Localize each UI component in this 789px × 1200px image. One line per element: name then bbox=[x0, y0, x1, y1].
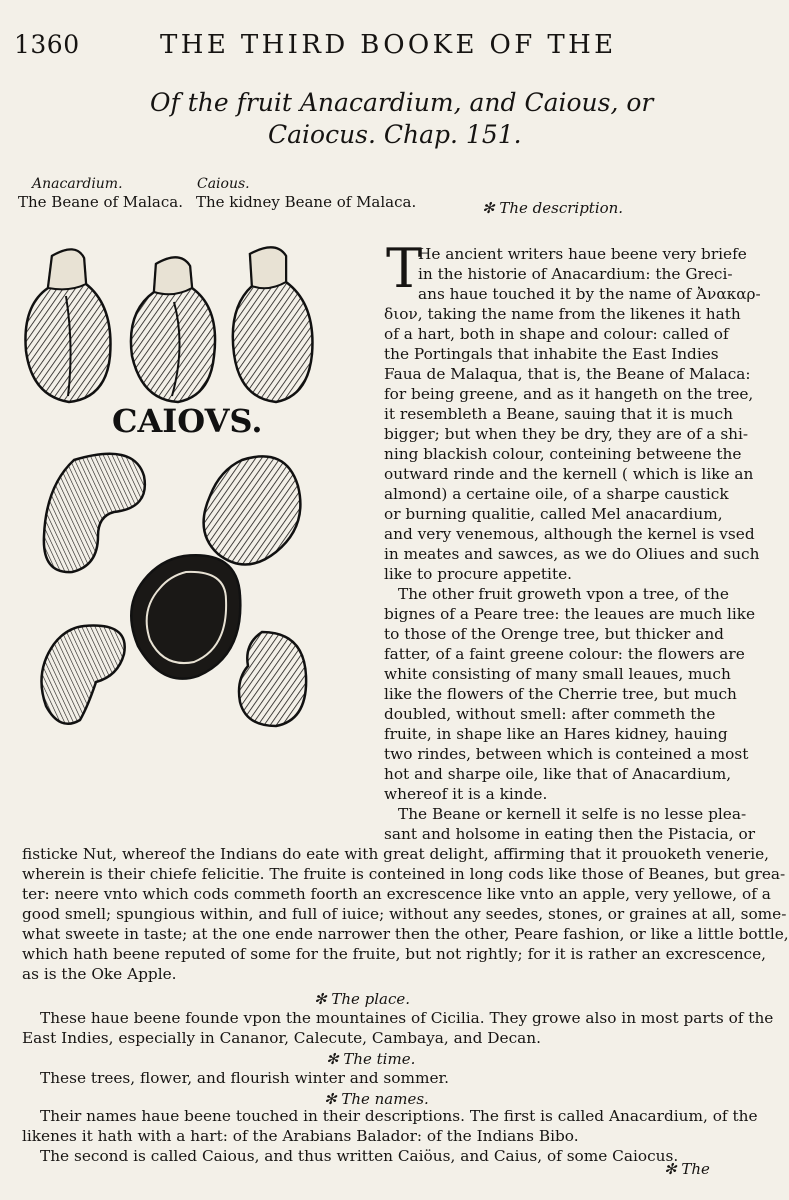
time-heading: ✻ The time. bbox=[326, 1050, 416, 1068]
text-line: almond) a certaine oile, of a sharpe caustick bbox=[384, 485, 729, 503]
caption-left-name: The Beane of Malaca. bbox=[18, 193, 183, 211]
text-line: two rindes, between which is conteined a most bbox=[384, 745, 749, 763]
text-line: These trees, flower, and flourish winter and sommer. bbox=[40, 1069, 450, 1087]
anacardium-nut-1 bbox=[25, 249, 110, 402]
text-line: He ancient writers haue beene very briefe bbox=[418, 245, 747, 263]
place-text bbox=[22, 1008, 774, 1048]
catchword: ✻ The bbox=[664, 1160, 710, 1178]
caious-bean-cross-section bbox=[131, 555, 240, 678]
anacardium-nut-3 bbox=[233, 247, 313, 402]
text-line: white consisting of many small leaues, much bbox=[384, 665, 731, 683]
text-line: or burning qualitie, called Mel anacardium, bbox=[384, 505, 723, 523]
text-line: it resembleth a Beane, sauing that it is much bbox=[384, 405, 733, 423]
anacardium-nut-2 bbox=[131, 257, 215, 402]
text-line: good smell; spungious within, and full of iuice; without any seedes, stones, or graines at all, some- bbox=[22, 905, 787, 923]
text-line: and very venemous, although the kernel is vsed bbox=[384, 525, 755, 543]
caption-right-name: The kidney Beane of Malaca. bbox=[196, 193, 417, 211]
caious-bean-2 bbox=[204, 456, 301, 564]
description-paragraphs bbox=[384, 304, 760, 844]
text-line: fatter, of a faint greene colour: the flowers are bbox=[384, 645, 745, 663]
description-para-1-first-lines bbox=[418, 244, 761, 304]
text-line: ning blackish colour, conteining betweene the bbox=[384, 445, 742, 463]
text-line: Faua de Malaqua, that is, the Beane of Malaca: bbox=[384, 365, 751, 383]
text-line: Their names haue beene touched in their descriptions. The first is called Anacardium, of the bbox=[40, 1107, 758, 1125]
description-heading: ✻ The description. bbox=[482, 199, 624, 217]
text-line: bigger; but when they be dry, they are of a shi- bbox=[384, 425, 749, 443]
names-heading: ✻ The names. bbox=[324, 1090, 429, 1108]
caption-left-latin: Anacardium. bbox=[32, 176, 123, 192]
text-line: ter: neere vnto which cods commeth foorth an excrescence like vnto an apple, very yellowe, of a bbox=[22, 885, 771, 903]
text-line: hot and sharpe oile, like that of Anacardium, bbox=[384, 765, 732, 783]
text-line: ans haue touched it by the name of Ἀνακαρ- bbox=[418, 285, 761, 303]
chapter-title-line-1: Of the fruit Anacardium, and Caious, or bbox=[150, 88, 654, 117]
names-text bbox=[22, 1106, 758, 1166]
text-line: These haue beene founde vpon the mountaines of Cicilia. They growe also in most parts of the bbox=[40, 1009, 774, 1027]
running-title: THE THIRD BOOKE OF THE bbox=[160, 30, 617, 60]
text-line: sant and holsome in eating then the Pistacia, or bbox=[384, 825, 756, 843]
text-line: The other fruit groweth vpon a tree, of the bbox=[398, 585, 729, 603]
text-line: bignes of a Peare tree: the leaues are much like bbox=[384, 605, 756, 623]
text-line: the Portingals that inhabite the East Indies bbox=[384, 345, 719, 363]
text-line: East Indies, especially in Cananor, Calecute, Cambaya, and Decan. bbox=[22, 1029, 541, 1047]
caious-bean-1 bbox=[44, 454, 145, 572]
text-line: fisticke Nut, whereof the Indians do eate with great delight, affirming that it prouoketh venerie, bbox=[22, 845, 770, 863]
text-line: as is the Oke Apple. bbox=[22, 965, 177, 983]
text-line: doubled, without smell: after commeth the bbox=[384, 705, 716, 723]
text-line: in the historie of Anacardium: the Greci- bbox=[418, 265, 733, 283]
text-line: to those of the Orenge tree, but thicker and bbox=[384, 625, 724, 643]
text-line: fruite, in shape like an Hares kidney, hauing bbox=[384, 725, 728, 743]
text-line: διον, taking the name from the likenes it hath bbox=[384, 305, 741, 323]
chapter-title-line-2: Caiocus. Chap. 151. bbox=[268, 120, 522, 149]
caious-bean-3 bbox=[42, 626, 125, 724]
caption-right-latin: Caious. bbox=[197, 176, 250, 192]
text-line: like the flowers of the Cherrie tree, but much bbox=[384, 685, 737, 703]
text-line: The Beane or kernell it selfe is no lesse plea- bbox=[398, 805, 747, 823]
description-continuation bbox=[22, 844, 789, 984]
text-line: which hath beene reputed of some for the fruite, but not rightly; for it is rather an excrescence, bbox=[22, 945, 767, 963]
illustration-label: CAIOVS. bbox=[112, 402, 263, 440]
drop-cap: T bbox=[386, 237, 423, 300]
page-number: 1360 bbox=[14, 30, 80, 59]
text-line: The second is called Caious, and thus written Caiöus, and Caius, of some Caiocus. bbox=[40, 1147, 679, 1165]
text-line: likenes it hath with a hart: of the Arabians Balador: of the Indians Bibo. bbox=[22, 1127, 579, 1145]
text-line: what sweete in taste; at the one ende narrower then the other, Peare fashion, or like a little bottle, bbox=[22, 925, 789, 943]
text-line: in meates and sawces, as we do Oliues and such bbox=[384, 545, 760, 563]
text-line: for being greene, and as it hangeth on the tree, bbox=[384, 385, 754, 403]
place-heading: ✻ The place. bbox=[314, 990, 411, 1008]
time-text bbox=[40, 1068, 720, 1088]
text-line: outward rinde and the kernell ( which is like an bbox=[384, 465, 754, 483]
caious-bean-4 bbox=[239, 632, 306, 726]
text-line: whereof it is a kinde. bbox=[384, 785, 548, 803]
text-line: wherein is their chiefe felicitie. The fruite is conteined in long cods like those of Beanes, but grea- bbox=[22, 865, 786, 883]
text-line: of a hart, both in shape and colour: called of bbox=[384, 325, 729, 343]
woodcut-illustration bbox=[14, 236, 354, 736]
text-line: like to procure appetite. bbox=[384, 565, 573, 583]
